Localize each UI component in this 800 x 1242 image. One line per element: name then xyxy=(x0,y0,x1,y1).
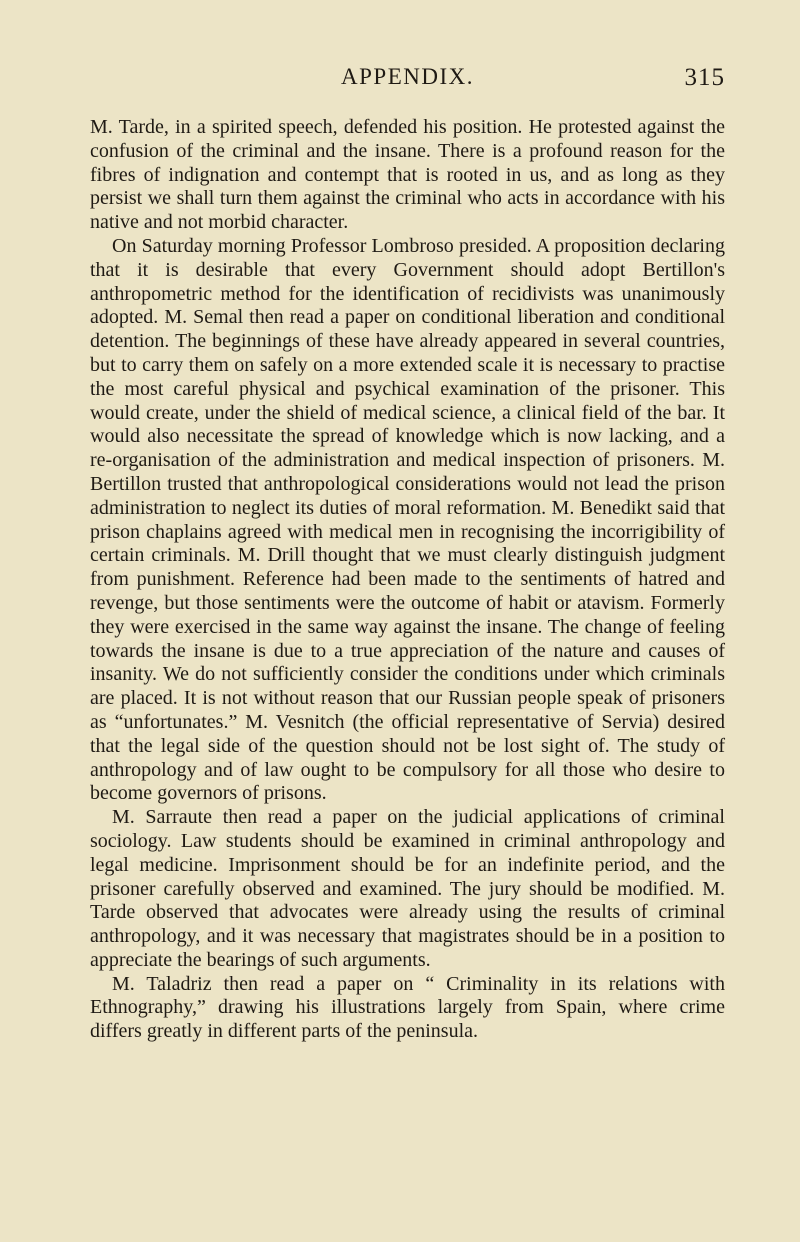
paragraph: M. Sarraute then read a paper on the judicial applications of criminal sociology. Law students should be examined in criminal anthropology and legal medicine. Imprisonment should be for an indefinite period, and the prisoner carefully observed and examined. The jury should be modified. M. Tarde observed that advocates were already using the results of criminal anthropology, and it was necessary that magistrates should be in a position to appreciate the bearings of such arguments. xyxy=(90,806,725,971)
page-number: 315 xyxy=(684,64,725,91)
paragraph: M. Taladriz then read a paper on “ Criminality in its relations with Ethnography,” drawing his illustrations largely from Spain, where crime differs greatly in different parts of the peninsula. xyxy=(90,972,725,1043)
running-title: APPENDIX. xyxy=(341,64,474,89)
running-head xyxy=(90,64,725,104)
body-text xyxy=(90,116,725,1044)
paragraph: M. Tarde, in a spirited speech, defended his position. He protested against the confusion of the criminal and the insane. There is a profound reason for the fibres of indignation and contempt that is rooted in us, and as long as they persist we shall turn them against the criminal who acts in accordance with his native and not morbid character. xyxy=(90,116,725,234)
paragraph: On Saturday morning Professor Lombroso presided. A proposition declaring that it is desirable that every Government should adopt Bertillon's anthropometric method for the identification of recidivists was unanimously adopted. M. Semal then read a paper on conditional liberation and conditional detention. The beginnings of these have already appeared in several countries, but to carry them on safely on a more extended scale it is necessary to practise the most careful physical and psychical examination of the prisoner. This would create, under the shield of medical science, a clinical field of the bar. It would also necessitate the spread of knowledge which is now lacking, and a re-organisation of the administration and medical inspection of prisoners. M. Bertillon trusted that anthropological considerations would not lead the prison administration to neglect its duties of moral reformation. M. Benedikt said that prison chaplains agreed with medical men in recognising the incorrigibility of certain criminals. M. Drill thought that we must clearly distinguish judgment from punishment. Reference had been made to the sentiments of hatred and revenge, but those sentiments were the outcome of habit or atavism. Formerly they were exercised in the same way against the insane. The change of feeling towards the insane is due to a true appreciation of the nature and causes of insanity. We do not sufficiently consider the conditions under which criminals are placed. It is not without reason that our Russian people speak of prisoners as “unfortunates.” M. Vesnitch (the official representative of Servia) desired that the legal side of the question should not be lost sight of. The study of anthropology and of law ought to be compulsory for all those who desire to become governors of prisons. xyxy=(90,234,725,805)
